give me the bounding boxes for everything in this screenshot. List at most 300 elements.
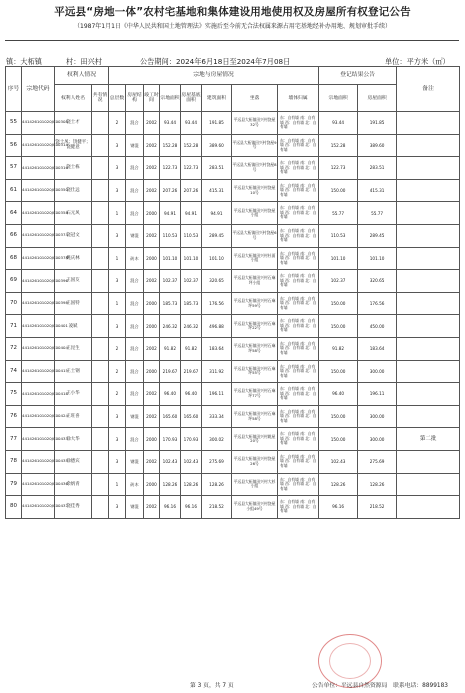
- row-year: 2000: [144, 292, 160, 315]
- row-build-area: 191.85: [202, 112, 232, 135]
- row-seq: 61: [6, 179, 22, 202]
- row-address: 平远县大柘镇田兴村杜面小组: [232, 247, 278, 270]
- row-result-base-area: 110.53: [319, 224, 358, 247]
- header-year: 竣工时间: [144, 85, 160, 112]
- row-address: 平远县大柘镇田兴村饶屋32号: [232, 112, 278, 135]
- row-wall-ownership: 东：自有墙 南：自有墙 西：自有墙 北：自有墙: [278, 202, 319, 225]
- row-build-area: 94.91: [202, 202, 232, 225]
- row-result-house-area: 450.00: [358, 315, 397, 338]
- row-result-base-area: 55.77: [319, 202, 358, 225]
- row-result-house-area: 176.56: [358, 292, 397, 315]
- row-note: [397, 157, 460, 180]
- row-wall-ownership: 东：自有墙 南：自有墙 西：自有墙 北：自有墙: [278, 270, 319, 293]
- row-shared: [92, 157, 109, 180]
- row-floors: 2: [109, 112, 126, 135]
- row-address: 平远县大柘镇田兴村饶屋26号: [232, 450, 278, 473]
- row-note: [397, 202, 460, 225]
- header-shared: 共有情况: [92, 85, 109, 112]
- table-row: [6, 202, 460, 225]
- row-structure: 钢混: [126, 405, 144, 428]
- row-floors: 3: [109, 405, 126, 428]
- table-row: [6, 112, 460, 135]
- row-result-house-area: 218.52: [358, 496, 397, 519]
- row-floors: 3: [109, 224, 126, 247]
- row-build-area: 176.56: [202, 292, 232, 315]
- row-seq: 57: [6, 157, 22, 180]
- row-wall-ownership: 东：自有墙 南：自有墙 西：自有墙 北：自有墙: [278, 315, 319, 338]
- header-result-base: 宗地面积: [319, 85, 358, 112]
- row-holder-name: 凌斌: [55, 315, 92, 338]
- header-name: 权利人姓名: [55, 85, 92, 112]
- row-result-house-area: 101.10: [358, 247, 397, 270]
- page-number: 第 3 页，共 7 页: [190, 683, 234, 689]
- table-row: [6, 270, 460, 293]
- row-year: 2002: [144, 383, 160, 406]
- row-seq: 74: [6, 360, 22, 383]
- row-floors: 2: [109, 360, 126, 383]
- meta-town: 镇：大柘镇: [6, 57, 42, 66]
- row-address: 平远县大柘镇田兴村饶屋小组: [232, 202, 278, 225]
- row-base-area: 96.16: [160, 496, 181, 519]
- row-holder-name: 饶佳秀: [55, 496, 92, 519]
- row-result-house-area: 191.85: [358, 112, 397, 135]
- row-year: 2000: [144, 428, 160, 451]
- header-house-base: 房屋基底面积: [181, 85, 202, 112]
- row-result-house-area: 289.45: [358, 224, 397, 247]
- header-floors: 总层数: [109, 85, 126, 112]
- row-house-base-area: 152.28: [181, 134, 202, 157]
- row-address: 平远县大柘镇田兴村石麻坪55号: [232, 360, 278, 383]
- row-floors: 1: [109, 202, 126, 225]
- row-holder-name: 王国友: [55, 270, 92, 293]
- row-holder-name: 饶仕远: [55, 179, 92, 202]
- row-house-base-area: 122.73: [181, 157, 202, 180]
- row-seq: 55: [6, 112, 22, 135]
- header-holder-group: 权利人情况: [55, 67, 109, 85]
- row-year: 2002: [144, 496, 160, 519]
- row-result-base-area: 150.00: [319, 292, 358, 315]
- table-body: [6, 112, 460, 519]
- row-house-base-area: 170.93: [181, 428, 202, 451]
- row-result-house-area: 55.77: [358, 202, 397, 225]
- row-result-base-area: 150.00: [319, 428, 358, 451]
- row-seq: 69: [6, 270, 22, 293]
- row-result-base-area: 150.00: [319, 315, 358, 338]
- header-result-group: 登记结果公告: [319, 67, 397, 85]
- row-structure: 混合: [126, 383, 144, 406]
- row-wall-ownership: 东：自有墙 南：自有墙 西：自有墙 北：自有墙: [278, 496, 319, 519]
- row-base-area: 101.10: [160, 247, 181, 270]
- row-result-house-area: 183.64: [358, 337, 397, 360]
- row-build-area: 183.64: [202, 337, 232, 360]
- table-row: [6, 496, 460, 519]
- row-address: 平远县大柘镇田兴村石麻坪22号: [232, 315, 278, 338]
- row-result-base-area: 102.37: [319, 270, 358, 293]
- row-wall-ownership: 东：自有墙 南：自有墙 西：自有墙 北：自有墙: [278, 112, 319, 135]
- row-holder-name: 王昆生: [55, 337, 92, 360]
- row-year: 2002: [144, 270, 160, 293]
- row-year: 2002: [144, 179, 160, 202]
- row-floors: 3: [109, 428, 126, 451]
- row-build-area: 311.92: [202, 360, 232, 383]
- row-shared: [92, 405, 109, 428]
- row-shared: [92, 179, 109, 202]
- row-seq: 80: [6, 496, 22, 519]
- row-note: [397, 450, 460, 473]
- row-wall-ownership: 东：自有墙 南：自有墙 西：自有墙 北：自有墙: [278, 247, 319, 270]
- row-structure: 混合: [126, 292, 144, 315]
- row-note: [397, 360, 460, 383]
- row-result-house-area: 275.69: [358, 450, 397, 473]
- row-floors: 3: [109, 450, 126, 473]
- row-year: 2002: [144, 450, 160, 473]
- row-result-base-area: 152.28: [319, 134, 358, 157]
- row-floors: 3: [109, 315, 126, 338]
- row-result-house-area: 300.00: [358, 360, 397, 383]
- table-row: [6, 157, 460, 180]
- row-year: 2000: [144, 202, 160, 225]
- row-build-area: 389.60: [202, 134, 232, 157]
- row-shared: [92, 360, 109, 383]
- row-year: 2002: [144, 112, 160, 135]
- row-shared: [92, 292, 109, 315]
- row-floors: 3: [109, 179, 126, 202]
- row-address: 平远县大柘镇田兴村饶屋小组49号: [232, 496, 278, 519]
- row-result-house-area: 128.26: [358, 473, 397, 496]
- row-year: 2000: [144, 473, 160, 496]
- row-note: [397, 224, 460, 247]
- row-floors: 1: [109, 292, 126, 315]
- row-structure: 钢混: [126, 496, 144, 519]
- row-shared: [92, 270, 109, 293]
- row-shared: [92, 224, 109, 247]
- row-holder-name: 饶士才: [55, 112, 92, 135]
- row-result-house-area: 415.31: [358, 179, 397, 202]
- row-note: [397, 112, 460, 135]
- table-row: [6, 383, 460, 406]
- row-year: 2000: [144, 247, 160, 270]
- row-build-area: 333.34: [202, 405, 232, 428]
- row-floors: 3: [109, 157, 126, 180]
- row-floors: 1: [109, 473, 126, 496]
- row-house-base-area: 96.40: [181, 383, 202, 406]
- row-address: 平远县大柘镇田兴村石麻坪58号: [232, 337, 278, 360]
- row-holder-name: 徐德宾: [55, 450, 92, 473]
- row-code: 441426101020JC00433: [22, 428, 55, 451]
- row-base-area: 170.93: [160, 428, 181, 451]
- row-note: [397, 473, 460, 496]
- row-holder-name: 徐大华: [55, 428, 92, 451]
- row-shared: [92, 247, 109, 270]
- row-house-base-area: 128.26: [181, 473, 202, 496]
- row-code: 441426101020JC00418: [22, 383, 55, 406]
- row-code: 441426101020JC00437: [22, 496, 55, 519]
- row-shared: [92, 112, 109, 135]
- row-result-base-area: 102.43: [319, 450, 358, 473]
- row-note: [397, 337, 460, 360]
- meta-village: 村：田兴村: [66, 57, 102, 66]
- row-address: 平远县大柘镇田兴村饶屋8号: [232, 157, 278, 180]
- row-base-area: 246.32: [160, 315, 181, 338]
- row-structure: 混合: [126, 337, 144, 360]
- row-code: 441426101020JC00436: [22, 473, 55, 496]
- row-floors: 2: [109, 383, 126, 406]
- row-house-base-area: 246.32: [181, 315, 202, 338]
- table-row: [6, 179, 460, 202]
- header-code: 宗地代码: [22, 67, 55, 112]
- row-seq: 64: [6, 202, 22, 225]
- row-seq: 66: [6, 224, 22, 247]
- row-shared: [92, 496, 109, 519]
- row-address: 平远县大柘镇田兴村石麻坪59号: [232, 292, 278, 315]
- row-holder-name: 姚庆林: [55, 247, 92, 270]
- row-wall-ownership: 东：自有墙 南：自有墙 西：自有墙 北：自有墙: [278, 450, 319, 473]
- row-build-area: 300.02: [202, 428, 232, 451]
- row-structure: 混合: [126, 157, 144, 180]
- row-note: [397, 496, 460, 519]
- row-house-base-area: 110.53: [181, 224, 202, 247]
- row-shared: [92, 202, 109, 225]
- row-house-base-area: 207.26: [181, 179, 202, 202]
- row-structure: 砖木: [126, 473, 144, 496]
- row-build-area: 320.65: [202, 270, 232, 293]
- table-row: [6, 405, 460, 428]
- row-wall-ownership: 东：自有墙 南：自有墙 西：自有墙 北：自有墙: [278, 337, 319, 360]
- row-base-area: 152.28: [160, 134, 181, 157]
- table-row: [6, 337, 460, 360]
- row-wall-ownership: 东：自有墙 南：自有墙 西：自有墙 北：自有墙: [278, 134, 319, 157]
- row-address: 平远县大柘镇田兴村饶屋9号: [232, 134, 278, 157]
- row-holder-name: 饶冠文: [55, 224, 92, 247]
- row-base-area: 219.67: [160, 360, 181, 383]
- table-row: [6, 315, 460, 338]
- row-holder-name: 饶士栋: [55, 157, 92, 180]
- row-seq: 76: [6, 405, 22, 428]
- registration-table: [5, 66, 460, 519]
- row-base-area: 93.44: [160, 112, 181, 135]
- row-base-area: 165.60: [160, 405, 181, 428]
- row-wall-ownership: 东：自有墙 南：自有墙 西：自有墙 北：自有墙: [278, 405, 319, 428]
- row-code: 441426101020JC00308: [22, 112, 55, 135]
- row-structure: 混合: [126, 270, 144, 293]
- header-seq: 序号: [6, 67, 22, 112]
- row-shared: [92, 134, 109, 157]
- row-house-base-area: 102.37: [181, 270, 202, 293]
- row-year: 2002: [144, 157, 160, 180]
- row-structure: 钢混: [126, 450, 144, 473]
- row-year: 2002: [144, 134, 160, 157]
- row-seq: 75: [6, 383, 22, 406]
- row-result-base-area: 150.00: [319, 405, 358, 428]
- row-build-area: 283.51: [202, 157, 232, 180]
- row-base-area: 122.73: [160, 157, 181, 180]
- row-shared: [92, 450, 109, 473]
- row-structure: 钢混: [126, 134, 144, 157]
- table-row: [6, 292, 460, 315]
- row-note: [397, 247, 460, 270]
- row-address: 平远县大柘镇田兴村石麻坪77号: [232, 383, 278, 406]
- row-result-base-area: 128.26: [319, 473, 358, 496]
- row-note: [397, 405, 460, 428]
- table-row: [6, 450, 460, 473]
- row-note: [397, 179, 460, 202]
- row-floors: 3: [109, 134, 126, 157]
- header-structure: 房屋结构: [126, 85, 144, 112]
- row-result-house-area: 283.51: [358, 157, 397, 180]
- row-result-base-area: 150.00: [319, 360, 358, 383]
- row-shared: [92, 428, 109, 451]
- row-house-base-area: 96.16: [181, 496, 202, 519]
- notice-issuer: 公告单位：平远县自然资源局 联系电话：8899183: [312, 683, 448, 689]
- row-result-house-area: 196.11: [358, 383, 397, 406]
- row-build-area: 415.31: [202, 179, 232, 202]
- row-structure: 钢混: [126, 224, 144, 247]
- header-base: 宗地面积: [160, 85, 181, 112]
- table-row: [6, 247, 460, 270]
- row-code: 441426101020JC00424: [22, 405, 55, 428]
- row-build-area: 275.69: [202, 450, 232, 473]
- row-note: [397, 134, 460, 157]
- row-base-area: 110.53: [160, 224, 181, 247]
- row-floors: 3: [109, 270, 126, 293]
- row-result-house-area: 389.60: [358, 134, 397, 157]
- row-seq: 68: [6, 247, 22, 270]
- row-year: 2002: [144, 224, 160, 247]
- row-result-base-area: 96.40: [319, 383, 358, 406]
- table-row: [6, 473, 460, 496]
- row-note: [397, 270, 460, 293]
- row-code: 441426101020JC00401: [22, 315, 55, 338]
- row-code: 441426101020JC00396: [22, 270, 55, 293]
- row-base-area: 94.91: [160, 202, 181, 225]
- row-year: 2002: [144, 337, 160, 360]
- row-holder-name: 王旺喜: [55, 405, 92, 428]
- row-note: [397, 315, 460, 338]
- row-address: 平远县大柘镇田兴村饶屋6号: [232, 224, 278, 247]
- row-floors: 1: [109, 247, 126, 270]
- table-row: [6, 134, 460, 157]
- row-structure: 混合: [126, 112, 144, 135]
- row-house-base-area: 94.91: [181, 202, 202, 225]
- row-base-area: 185.73: [160, 292, 181, 315]
- row-build-area: 128.26: [202, 473, 232, 496]
- row-seq: 72: [6, 337, 22, 360]
- row-floors: 3: [109, 496, 126, 519]
- header-result-build: 房屋面积: [358, 85, 397, 112]
- row-house-base-area: 91.82: [181, 337, 202, 360]
- row-base-area: 91.82: [160, 337, 181, 360]
- row-code: 441426101020JC00350: [22, 179, 55, 202]
- row-address: 平远县大柘镇田兴村大杉小组: [232, 473, 278, 496]
- row-holder-name: 石元风: [55, 202, 92, 225]
- row-code: 441426101020JC00415: [22, 360, 55, 383]
- row-build-area: 101.10: [202, 247, 232, 270]
- row-structure: 混合: [126, 202, 144, 225]
- row-result-house-area: 320.65: [358, 270, 397, 293]
- row-build-area: 218.52: [202, 496, 232, 519]
- row-holder-name: 王小华: [55, 383, 92, 406]
- row-holder-name: 王国特: [55, 292, 92, 315]
- row-build-area: 496.88: [202, 315, 232, 338]
- row-structure: 混合: [126, 360, 144, 383]
- row-address: 平远县大柘镇田兴村石麻坪58号: [232, 405, 278, 428]
- title-divider: [5, 40, 459, 41]
- header-parcel-group: 宗地与房屋情况: [109, 67, 319, 85]
- row-code: 441426101020JC00404: [22, 337, 55, 360]
- row-result-base-area: 91.82: [319, 337, 358, 360]
- table-row: [6, 360, 460, 383]
- row-wall-ownership: 东：自有墙 南：自有墙 西：自有墙 北：自有墙: [278, 360, 319, 383]
- row-base-area: 128.26: [160, 473, 181, 496]
- row-shared: [92, 315, 109, 338]
- header-addr: 坐落: [232, 85, 278, 112]
- table-row: [6, 224, 460, 247]
- row-address: 平远县大柘镇田兴村姚屋20号: [232, 428, 278, 451]
- row-structure: 砖木: [126, 247, 144, 270]
- row-code: 441426101020JC00374: [22, 224, 55, 247]
- row-address: 平远县大柘镇田兴村饶屋10号: [232, 179, 278, 202]
- row-house-base-area: 165.60: [181, 405, 202, 428]
- row-wall-ownership: 东：自有墙 南：自有墙 西：自有墙 北：自有墙: [278, 473, 319, 496]
- row-house-base-area: 219.67: [181, 360, 202, 383]
- header-note: 备注: [397, 67, 460, 112]
- table-row: [6, 428, 460, 451]
- row-seq: 79: [6, 473, 22, 496]
- meta-period: 公告期间：2024年6月18日至2024年7月08日: [140, 57, 291, 66]
- row-code: 441426101020JC00435: [22, 450, 55, 473]
- row-build-area: 196.11: [202, 383, 232, 406]
- row-base-area: 207.26: [160, 179, 181, 202]
- row-year: 2002: [144, 405, 160, 428]
- row-seq: 56: [6, 134, 22, 157]
- row-result-base-area: 122.73: [319, 157, 358, 180]
- header-build: 建筑面积: [202, 85, 232, 112]
- row-address: 平远县大柘镇田兴村石麻坪小组: [232, 270, 278, 293]
- row-structure: 混合: [126, 179, 144, 202]
- row-result-base-area: 150.00: [319, 179, 358, 202]
- row-seq: 70: [6, 292, 22, 315]
- row-wall-ownership: 东：自有墙 南：自有墙 西：自有墙 北：自有墙: [278, 428, 319, 451]
- row-wall-ownership: 东：自有墙 南：自有墙 西：自有墙 北：自有墙: [278, 383, 319, 406]
- row-code: 441426101020JC00398: [22, 292, 55, 315]
- row-build-area: 289.45: [202, 224, 232, 247]
- row-floors: 2: [109, 337, 126, 360]
- notice-subtitle: （1987年1月1日《中华人民共和国土地管理法》实施后至今前无合法权属来源占用宅基地经补办用地、规划审批手续）: [74, 23, 391, 30]
- row-shared: [92, 473, 109, 496]
- meta-unit: 单位：平方米（㎡）: [385, 57, 450, 66]
- row-house-base-area: 185.73: [181, 292, 202, 315]
- notice-title: 平远县“房地一体”农村宅基地和集体建设用地使用权及房屋所有权登记公告: [54, 6, 411, 18]
- row-wall-ownership: 东：自有墙 南：自有墙 西：自有墙 北：自有墙: [278, 292, 319, 315]
- row-shared: [92, 337, 109, 360]
- row-base-area: 102.37: [160, 270, 181, 293]
- row-result-base-area: 101.10: [319, 247, 358, 270]
- row-result-house-area: 300.00: [358, 428, 397, 451]
- row-result-base-area: 93.44: [319, 112, 358, 135]
- row-code: 441426101020JC00358: [22, 202, 55, 225]
- row-holder-name: 王士钢: [55, 360, 92, 383]
- row-seq: 78: [6, 450, 22, 473]
- row-structure: 混合: [126, 428, 144, 451]
- row-code: 441426101020JC00314: [22, 134, 55, 157]
- row-note: [397, 383, 460, 406]
- row-code: 441426101020JC00378: [22, 247, 55, 270]
- row-year: 2000: [144, 360, 160, 383]
- row-structure: 混合: [126, 315, 144, 338]
- row-house-base-area: 101.10: [181, 247, 202, 270]
- row-holder-name: 余炳青: [55, 473, 92, 496]
- header-walls: 墙体归属: [278, 85, 319, 112]
